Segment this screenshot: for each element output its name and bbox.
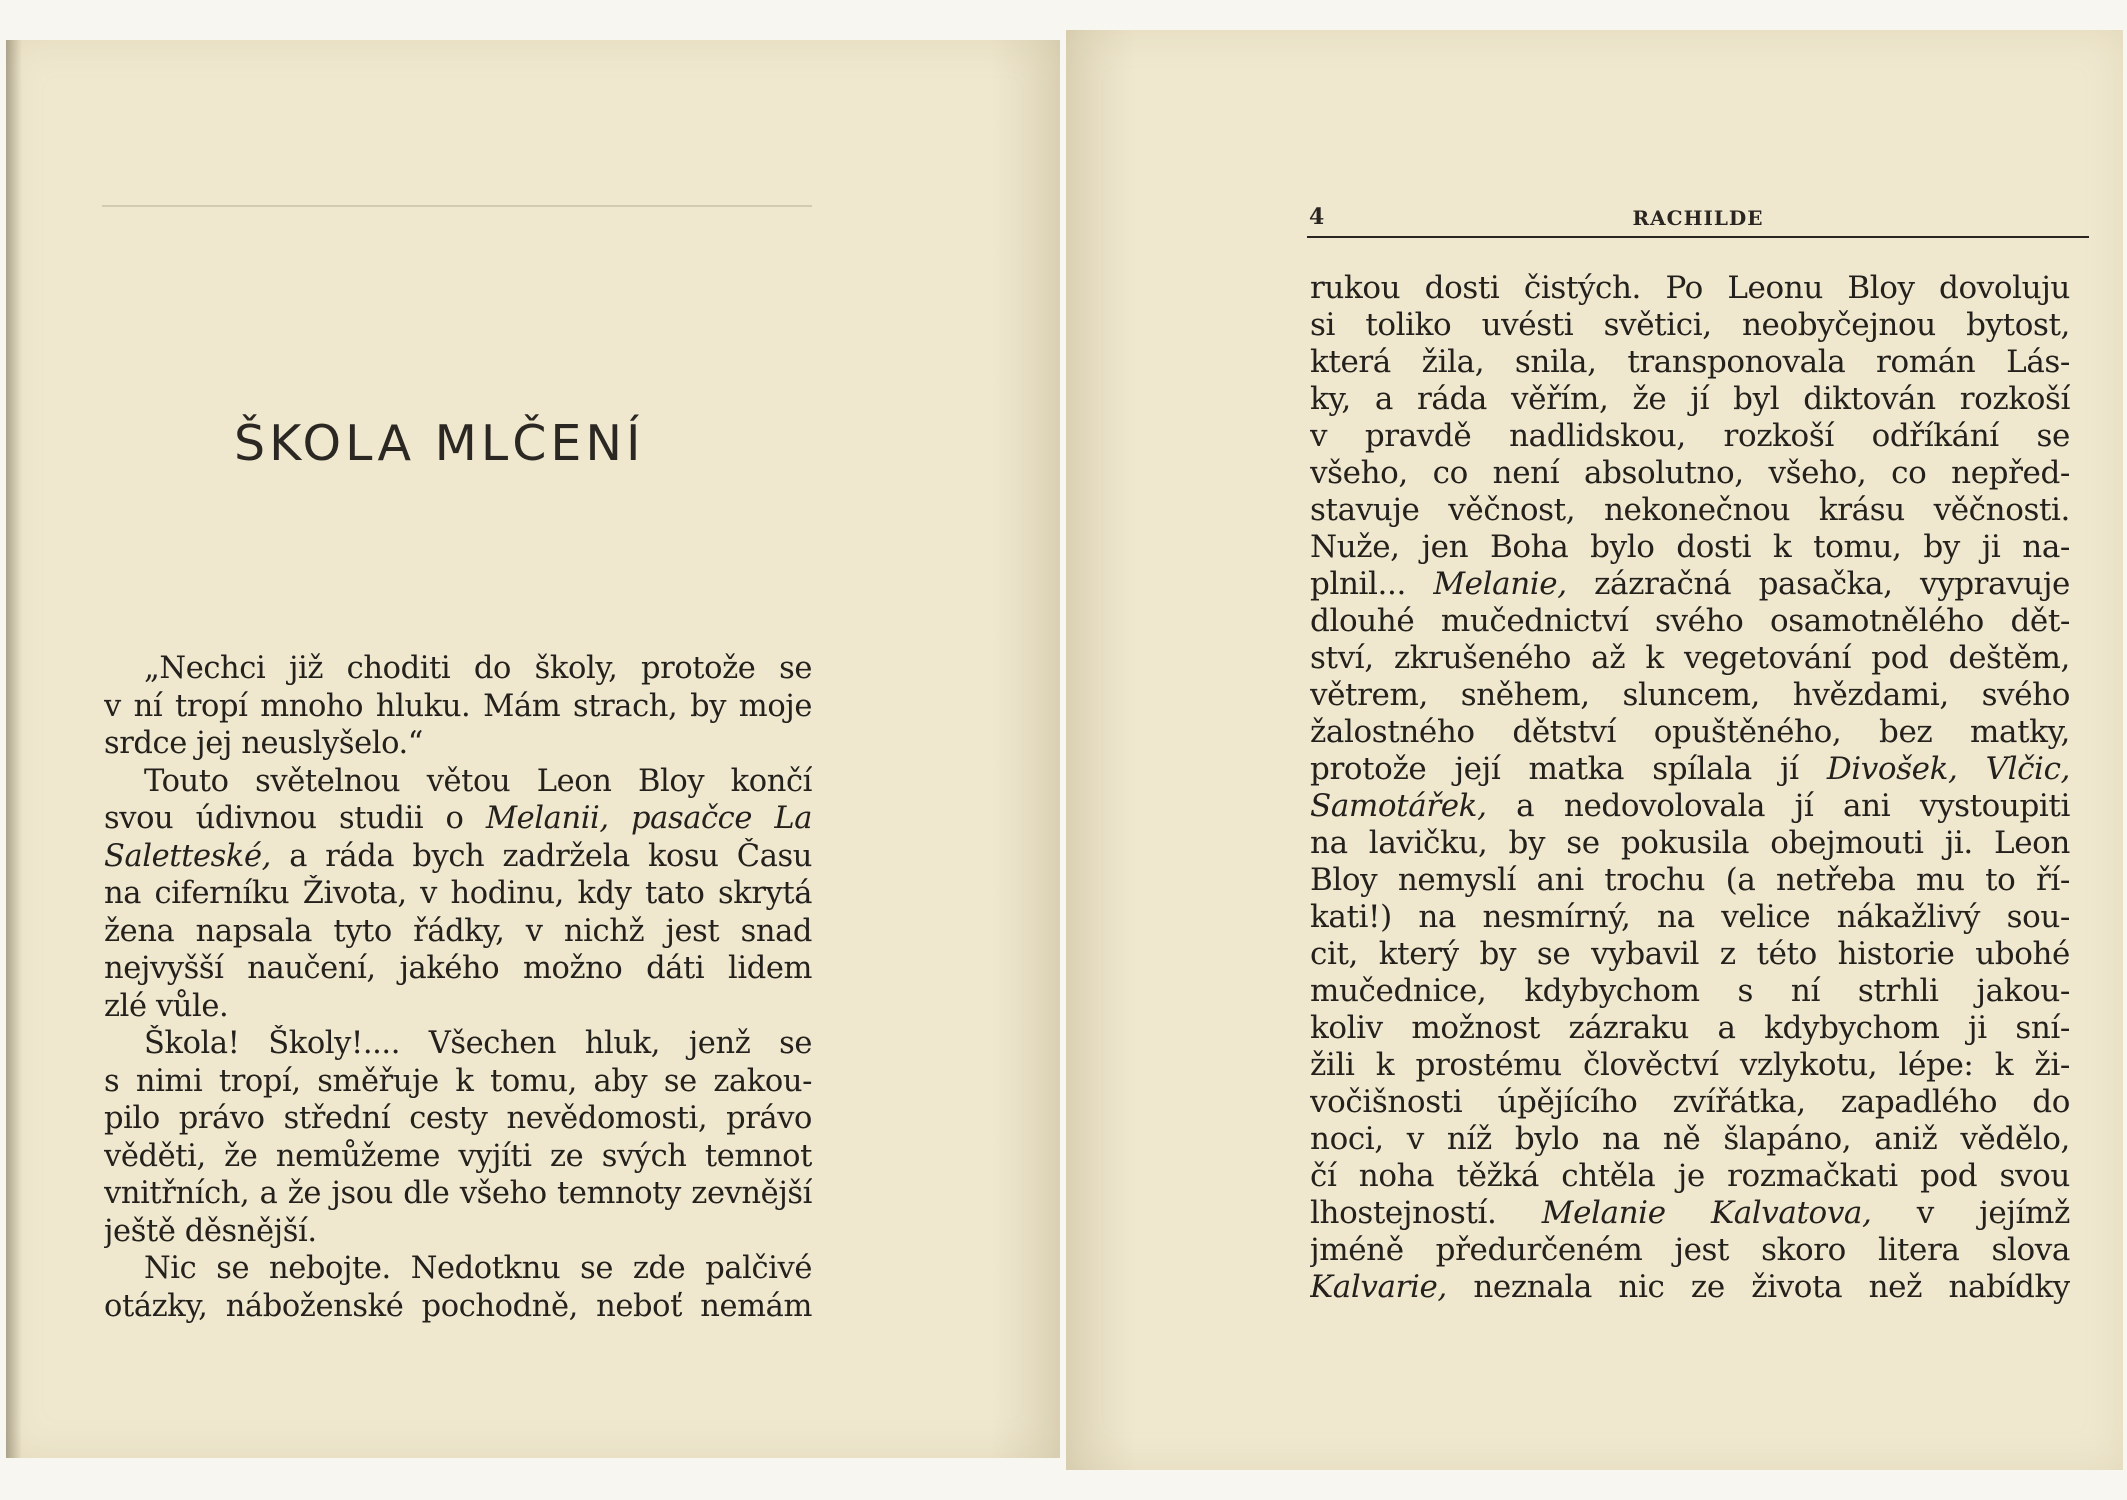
chapter-title: ŠKOLA MLČENÍ: [234, 415, 645, 472]
text-line: s nimi tropí, směřuje k tomu, aby se zakou-: [104, 1063, 812, 1099]
text-line: protože její matka spílala jí Divošek, Vlčic,: [1310, 751, 2070, 787]
text-line: ky, a ráda věřím, že jí byl diktován rozkoší: [1310, 381, 2070, 417]
text-line: Samotářek, a nedovolovala jí ani vystoupiti: [1310, 788, 2070, 824]
text-line: věděti, že nemůžeme vyjíti ze svých temnot: [104, 1138, 812, 1174]
text-line: na ciferníku Života, v hodinu, kdy tato skrytá: [104, 876, 812, 911]
text-line: ještě děsnější.: [104, 1213, 317, 1249]
italic-text: Samotářek,: [1310, 788, 1487, 824]
text-line: na lavičku, by se pokusila obejmouti ji. Leon: [1310, 825, 2070, 861]
gutter-shadow: [1066, 30, 1136, 1470]
text-line: Nic se nebojte. Nedotknu se zde palčivé: [144, 1251, 812, 1286]
text-line: plnil... Melanie, zázračná pasačka, vypravuje: [1310, 566, 2070, 602]
left-page: [6, 40, 1060, 1458]
italic-text: Melanie,: [1433, 566, 1567, 602]
right-page: [1066, 30, 2123, 1470]
italic-text: Divošek, Vlčic,: [1826, 751, 2070, 787]
text-line: Saletteské, a ráda bych zadržela kosu Času: [104, 838, 812, 874]
text-line: žili k prostému člověctví vzlykotu, lépe: k ži-: [1310, 1047, 2070, 1083]
text-line: v ní tropí mnoho hluku. Mám strach, by moje: [104, 688, 812, 724]
text-line: v pravdě nadlidskou, rozkoší odříkání se: [1310, 418, 2070, 454]
text-line: všeho, co není absolutno, všeho, co nepřed-: [1310, 455, 2070, 491]
text-line: Bloy nemyslí ani trochu (a netřeba mu to ří-: [1310, 862, 2070, 898]
text-line: větrem, sněhem, sluncem, hvězdami, svého: [1310, 677, 2070, 713]
text-line: lhostejností. Melanie Kalvatova, v jejímž: [1310, 1195, 2070, 1231]
text-line: srdce jej neuslyšelo.“: [104, 726, 423, 761]
text-line: žalostného dětství opuštěného, bez matky,: [1310, 714, 2070, 750]
text-line: jméně předurčeném jest skoro litera slova: [1310, 1232, 2070, 1268]
text-line: pilo právo střední cesty nevědomosti, právo: [104, 1101, 812, 1136]
text-line: si toliko uvésti světici, neobyčejnou bytost,: [1310, 307, 2070, 343]
italic-text: Melanie Kalvatova,: [1541, 1195, 1872, 1231]
gutter-shadow: [990, 40, 1060, 1458]
text-line: dlouhé mučednictví svého osamotnělého dět-: [1310, 603, 2070, 639]
text-line: kati!) na nesmírný, na velice nákažlivý sou-: [1310, 899, 2070, 935]
text-line: Škola! Školy!.... Všechen hluk, jenž se: [144, 1026, 812, 1061]
text-line: „Nechci již choditi do školy, protože se: [144, 651, 812, 686]
text-line: čí noha těžká chtěla je rozmačkati pod svou: [1310, 1158, 2070, 1194]
text-line: noci, v níž bylo na ně šlapáno, aniž vědělo,: [1310, 1121, 2070, 1157]
page-edge-shadow: [6, 40, 22, 1458]
running-head-author: RACHILDE: [1632, 206, 1764, 230]
text-line: která žila, snila, transponovala román Lás-: [1310, 344, 2070, 380]
bleed-through-rule: [102, 205, 812, 207]
text-line: stavuje věčnost, nekonečnou krásu věčnosti.: [1310, 492, 2070, 528]
text-line: cit, který by se vybavil z této historie ubohé: [1310, 936, 2070, 972]
text-line: Nuže, jen Boha bylo dosti k tomu, by ji na-: [1310, 529, 2070, 565]
text-line: žena napsala tyto řádky, v nichž jest snad: [104, 913, 812, 949]
text-line: Touto světelnou větou Leon Bloy končí: [144, 763, 812, 799]
right-page-body: [1310, 270, 2070, 1306]
text-line: Kalvarie, neznala nic ze života než nabídky: [1310, 1269, 2070, 1305]
italic-text: Melanii, pasačce La: [485, 801, 812, 836]
text-line: svou údivnou studii o Melanii, pasačce La: [104, 801, 812, 836]
left-page-body: [104, 650, 812, 1325]
text-line: zlé vůle.: [104, 988, 229, 1024]
text-line: vnitřních, a že jsou dle všeho temnoty zevnější: [104, 1176, 812, 1211]
italic-text: Kalvarie,: [1310, 1269, 1447, 1305]
text-line: otázky, náboženské pochodně, neboť nemám: [104, 1288, 812, 1324]
text-line: koliv možnost zázraku a kdybychom ji sní-: [1310, 1010, 2070, 1046]
page-number: 4: [1309, 204, 1325, 230]
text-line: nejvyšší naučení, jakého možno dáti lidem: [104, 951, 812, 986]
text-line: mučednice, kdybychom s ní strhli jakou-: [1310, 973, 2070, 1009]
running-head: [1307, 200, 2089, 238]
text-line: ství, zkrušeného až k vegetování pod deštěm,: [1310, 640, 2070, 676]
text-line: vočišnosti úpějícího zvířátka, zapadlého do: [1310, 1084, 2070, 1120]
italic-text: Saletteské,: [104, 838, 271, 874]
text-line: rukou dosti čistých. Po Leonu Bloy dovoluju: [1310, 270, 2070, 306]
